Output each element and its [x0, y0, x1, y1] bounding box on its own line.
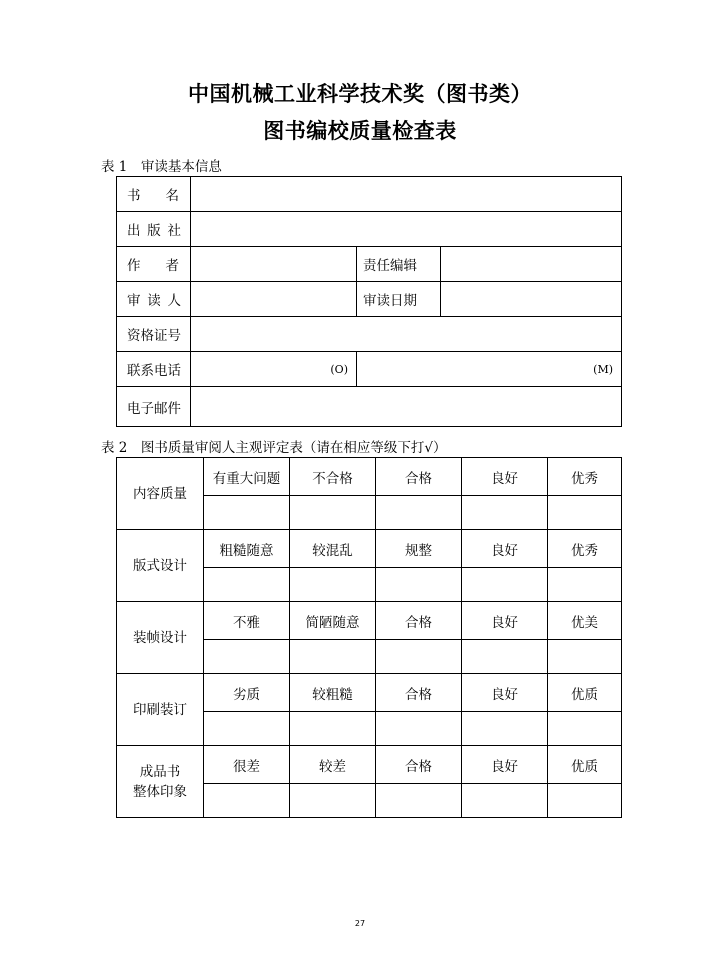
grade-label: 优秀 [548, 458, 622, 496]
page-number: 27 [354, 919, 366, 928]
category-printing: 印刷装订 [117, 674, 204, 746]
table-row [117, 530, 622, 568]
phone-office-field[interactable]: (O) [191, 352, 357, 387]
basic-info-table [116, 176, 622, 427]
check-cell[interactable] [376, 640, 462, 674]
table1-caption: 表 1 审读基本信息 [101, 159, 222, 175]
reviewer-label: 审 读 人 [117, 282, 191, 317]
grade-label: 不合格 [290, 458, 376, 496]
check-cell[interactable] [376, 784, 462, 818]
grade-label: 优质 [548, 674, 622, 712]
check-cell[interactable] [290, 784, 376, 818]
grade-label: 合格 [376, 458, 462, 496]
reviewer-field[interactable] [191, 282, 357, 317]
editor-label: 责任编辑 [357, 247, 441, 282]
quality-rating-table [116, 457, 622, 818]
check-cell[interactable] [204, 568, 290, 602]
check-cell[interactable] [290, 568, 376, 602]
check-cell[interactable] [204, 640, 290, 674]
check-cell[interactable] [548, 784, 622, 818]
grade-label: 合格 [376, 674, 462, 712]
grade-label: 合格 [376, 602, 462, 640]
table-row [117, 746, 622, 784]
category-layout: 版式设计 [117, 530, 204, 602]
table-row [117, 602, 622, 640]
check-cell[interactable] [204, 496, 290, 530]
grade-label: 良好 [462, 458, 548, 496]
table2-caption: 表 2 图书质量审阅人主观评定表（请在相应等级下打√） [101, 440, 447, 456]
check-cell[interactable] [462, 496, 548, 530]
cert-no-field[interactable] [191, 317, 622, 352]
check-cell[interactable] [548, 496, 622, 530]
check-cell[interactable] [376, 568, 462, 602]
check-cell[interactable] [548, 712, 622, 746]
page-title: 中国机械工业科学技术奖（图书类） [188, 82, 532, 106]
grade-label: 优质 [548, 746, 622, 784]
grade-label: 规整 [376, 530, 462, 568]
grade-label: 优秀 [548, 530, 622, 568]
grade-label: 有重大问题 [204, 458, 290, 496]
grade-label: 很差 [204, 746, 290, 784]
check-cell[interactable] [462, 640, 548, 674]
grade-label: 劣质 [204, 674, 290, 712]
publisher-label: 出 版 社 [117, 212, 191, 247]
check-cell[interactable] [548, 640, 622, 674]
grade-label: 优美 [548, 602, 622, 640]
review-date-field[interactable] [441, 282, 622, 317]
table-row [117, 247, 622, 282]
cert-no-label: 资格证号 [117, 317, 191, 352]
table-row [117, 317, 622, 352]
category-content: 内容质量 [117, 458, 204, 530]
category-binding: 装帧设计 [117, 602, 204, 674]
grade-label: 粗糙随意 [204, 530, 290, 568]
check-cell[interactable] [548, 568, 622, 602]
book-name-label: 书 名 [117, 177, 191, 212]
email-field[interactable] [191, 387, 622, 427]
email-label: 电子邮件 [117, 387, 191, 427]
publisher-field[interactable] [191, 212, 622, 247]
grade-label: 较混乱 [290, 530, 376, 568]
page-subtitle: 图书编校质量检查表 [263, 119, 457, 143]
check-cell[interactable] [204, 784, 290, 818]
table-row [117, 674, 622, 712]
phone-label: 联系电话 [117, 352, 191, 387]
editor-field[interactable] [441, 247, 622, 282]
check-cell[interactable] [376, 712, 462, 746]
author-label: 作 者 [117, 247, 191, 282]
table-row [117, 387, 622, 427]
grade-label: 良好 [462, 602, 548, 640]
grade-label: 良好 [462, 530, 548, 568]
grade-label: 合格 [376, 746, 462, 784]
grade-label: 较粗糙 [290, 674, 376, 712]
grade-label: 良好 [462, 674, 548, 712]
table-row [117, 177, 622, 212]
review-date-label: 审读日期 [357, 282, 441, 317]
check-cell[interactable] [204, 712, 290, 746]
book-name-field[interactable] [191, 177, 622, 212]
grade-label: 简陋随意 [290, 602, 376, 640]
check-cell[interactable] [462, 712, 548, 746]
grade-label: 不雅 [204, 602, 290, 640]
phone-mobile-field[interactable]: (M) [357, 352, 622, 387]
check-cell[interactable] [290, 712, 376, 746]
check-cell[interactable] [462, 568, 548, 602]
category-overall: 成品书 整体印象 [117, 746, 204, 818]
table-row [117, 352, 622, 387]
author-field[interactable] [191, 247, 357, 282]
grade-label: 良好 [462, 746, 548, 784]
table-row [117, 212, 622, 247]
check-cell[interactable] [376, 496, 462, 530]
check-cell[interactable] [290, 496, 376, 530]
table-row [117, 282, 622, 317]
check-cell[interactable] [290, 640, 376, 674]
grade-label: 较差 [290, 746, 376, 784]
table-row [117, 458, 622, 496]
check-cell[interactable] [462, 784, 548, 818]
